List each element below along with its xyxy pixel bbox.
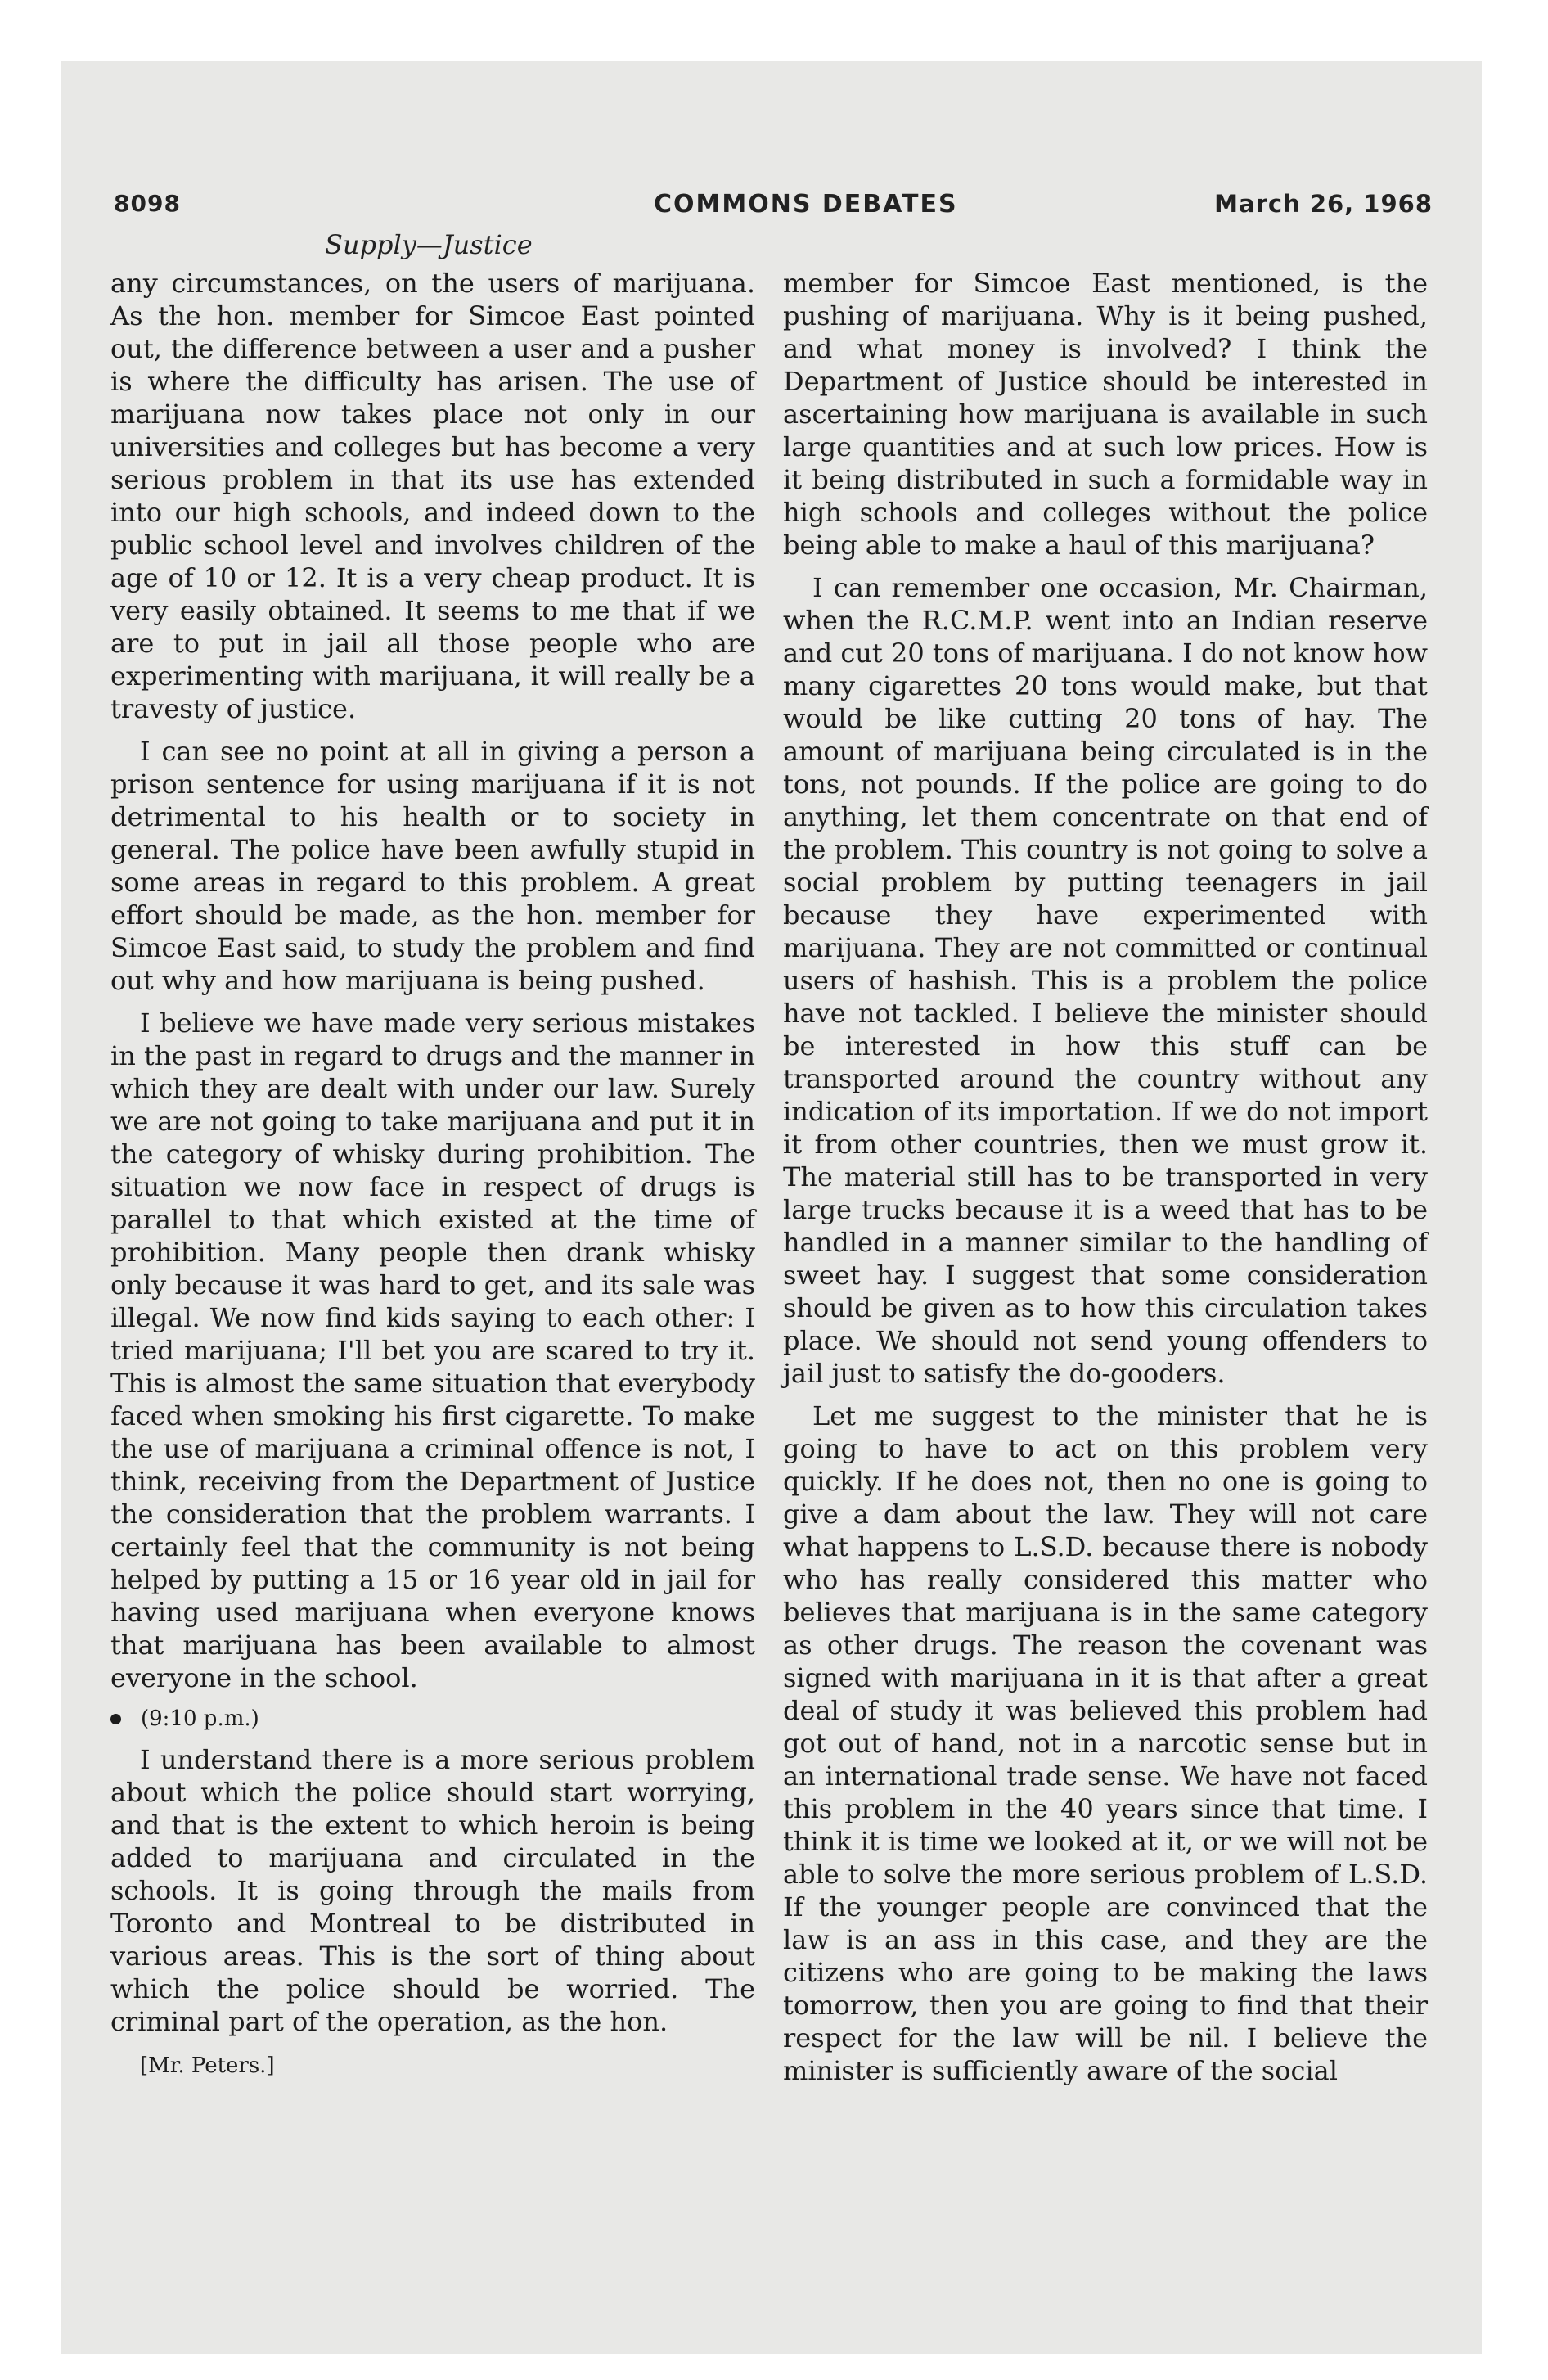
paragraph: any circumstances, on the users of marijuana. As the hon. member for Simcoe East pointed out, the difference between a user and a pusher is where the difficulty has arisen. The use of marijuana now takes place not only in our universities and colleges but has become a very serious problem in that its use has extended into our high schools, and indeed down to the public school level and involves children of the age of 10 or 12. It is a very cheap product. It is very easily obtained. It seems to me that if we are to put in jail all those people who are experimenting with marijuana, it will really be a travesty of justice. xyxy=(110,268,755,724)
page-header xyxy=(114,190,1433,231)
bullet-icon xyxy=(110,1714,121,1724)
page-number: 8098 xyxy=(114,190,181,217)
paragraph: Let me suggest to the minister that he is going to have to act on this problem very quickly. If he does not, then no one is going to give a dam about the law. They will not care what happens to L.S.D. because there is nobody who has really considered this matter who believes that marijuana is in the same category as other drugs. The reason the covenant was signed with marijuana in it is that after a great deal of study it was believed this problem had got out of hand, not in a narcotic sense but in an international trade sense. We have not faced this problem in the 40 years since that time. I think it is time we looked at it, or we will not be able to solve the more serious problem of L.S.D. If the younger people are convinced that the law is an ass in this case, and they are the citizens who are going to be making the laws tomorrow, then you are going to find that their respect for the law will be nil. I believe the minister is sufficiently aware of the social xyxy=(783,1400,1428,2086)
timestamp-text: (9:10 p.m.) xyxy=(141,1706,259,1731)
paragraph: I can remember one occasion, Mr. Chairman, when the R.C.M.P. went into an Indian reserve and cut 20 tons of marijuana. I do not know how many cigarettes 20 tons would make, but that would be like cutting 20 tons of hay. The amount of marijuana being circulated is in the tons, not pounds. If the police are going to do anything, let them concentrate on that end of the problem. This country is not going to solve a social problem by putting teenagers in jail because they have experimented with marijuana. They are not committed or continual users of hashish. This is a problem the police have not tackled. I believe the minister should be interested in how this stuff can be transported around the country without any indication of its importation. If we do not import it from other countries, then we must grow it. The material still has to be transported in very large trucks because it is a weed that has to be handled in a manner similar to the handling of sweet hay. I suggest that some consideration should be given as to how this circulation takes place. We should not send young offenders to jail just to satisfy the do-gooders. xyxy=(783,572,1428,1389)
left-column xyxy=(110,267,755,2079)
paragraph: I understand there is a more serious problem about which the police should start worrying, and that is the extent to which heroin is being added to marijuana and circulated in the schools. It is going through the mails from Toronto and Montreal to be distributed in various areas. This is the sort of thing about which the police should be worried. The criminal part of the operation, as the hon. xyxy=(110,1744,755,2037)
paragraph: member for Simcoe East mentioned, is the pushing of marijuana. Why is it being pushed, and what money is involved? I think the Department of Justice should be interested in ascertaining how marijuana is available in such large quantities and at such low prices. How is it being distributed in such a formidable way in high schools and colleges without the police being able to make a haul of this marijuana? xyxy=(783,268,1428,561)
speaker-attribution: [Mr. Peters.] xyxy=(140,2053,275,2078)
paragraph: I believe we have made very serious mistakes in the past in regard to drugs and the manner in which they are dealt with under our law. Surely we are not going to take marijuana and put it in the category of whisky during prohibition. The situation we now face in respect of drugs is parallel to that which existed at the time of prohibition. Many people then drank whisky only because it was hard to get, and its sale was illegal. We now find kids saying to each other: I tried marijuana; I'll bet you are scared to try it. This is almost the same situation that everybody faced when smoking his first cigarette. To make the use of marijuana a criminal offence is not, I think, receiving from the Department of Justice the consideration that the problem warrants. I certainly feel that the community is not being helped by putting a 15 or 16 year old in jail for having used marijuana when everyone knows that marijuana has been available to almost everyone in the school. xyxy=(110,1007,755,1693)
document-page xyxy=(61,61,1482,2354)
right-column xyxy=(783,267,1428,2087)
timestamp xyxy=(110,1704,755,1733)
paragraph: I can see no point at all in giving a person a prison sentence for using marijuana if it is not detrimental to his health or to society in general. The police have been awfully stupid in some areas in regard to this problem. A great effort should be made, as the hon. member for Simcoe East said, to study the problem and find out why and how marijuana is being pushed. xyxy=(110,736,755,996)
header-date: March 26, 1968 xyxy=(1214,190,1433,218)
running-head: Supply—Justice xyxy=(325,229,533,260)
publication-title: COMMONS DEBATES xyxy=(654,190,958,219)
